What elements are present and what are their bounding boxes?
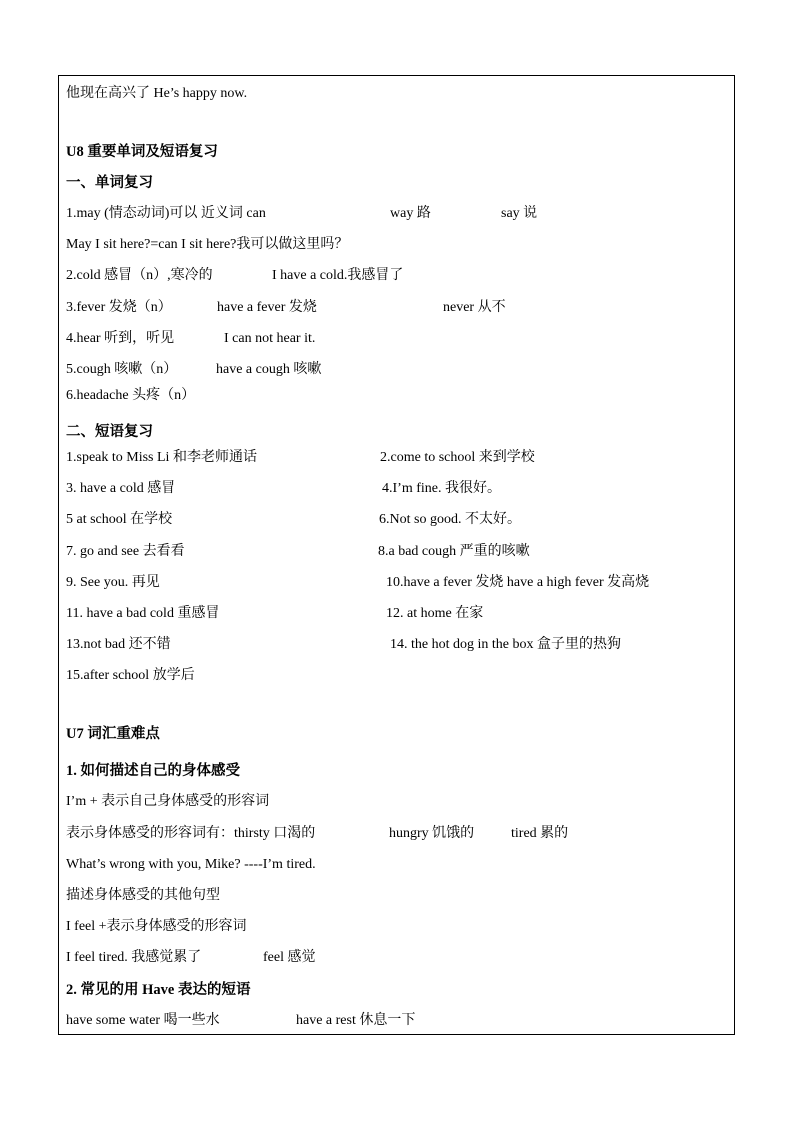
phrase-item-15: 15.after school 放学后 <box>66 668 195 683</box>
text-line: 表示身体感受的形容词有：thirsty 口渴的 <box>66 826 316 841</box>
text-line: I’m + 表示自己身体感受的形容词 <box>66 794 270 809</box>
point-heading-2: 2. 常见的用 Have 表达的短语 <box>66 982 251 998</box>
phrase-item-7: 7. go and see 去看看 <box>66 544 185 559</box>
phrase-item-4: 4.I’m fine. 我很好。 <box>382 481 501 496</box>
word-item-1-say: say 说 <box>501 206 538 221</box>
word-item-3-example: have a fever 发烧 <box>217 300 317 315</box>
word-item-2: 2.cold 感冒（n）,寒冷的 <box>66 268 213 283</box>
subheading-word-review: 一、单词复习 <box>66 175 153 191</box>
text-hungry: hungry 饥饿的 <box>389 826 475 841</box>
text-line: I feel tired. 我感觉累了 <box>66 950 202 965</box>
word-item-1-example: May I sit here?=can I sit here?我可以做这里吗？ <box>66 237 349 252</box>
text-line: I feel +表示身体感受的形容词 <box>66 919 247 934</box>
phrase-item-8: 8.a bad cough 严重的咳嗽 <box>378 544 530 559</box>
word-item-2-example: I have a cold.我感冒了 <box>272 268 404 283</box>
word-item-3: 3.fever 发烧（n） <box>66 300 172 315</box>
word-item-5-example: have a cough 咳嗽 <box>216 362 322 377</box>
phrase-item-1: 1.speak to Miss Li 和李老师通话 <box>66 450 257 465</box>
phrase-item-14: 14. the hot dog in the box 盒子里的热狗 <box>390 637 621 652</box>
phrase-item-3: 3. have a cold 感冒 <box>66 481 176 496</box>
section-heading-u7: U7 词汇重难点 <box>66 726 160 742</box>
phrase-item-10: 10.have a fever 发烧 have a high fever 发高烧 <box>386 575 650 590</box>
word-item-6: 6.headache 头疼（n） <box>66 388 196 403</box>
section-heading-u8: U8 重要单词及短语复习 <box>66 144 218 160</box>
phrase-item-9: 9. See you. 再见 <box>66 575 160 590</box>
subheading-phrase-review: 二、短语复习 <box>66 424 153 440</box>
text-have-a-rest: have a rest 休息一下 <box>296 1013 416 1028</box>
phrase-item-13: 13.not bad 还不错 <box>66 637 171 652</box>
word-item-5: 5.cough 咳嗽（n） <box>66 362 178 377</box>
word-item-4: 4.hear 听到，听见 <box>66 331 175 346</box>
text-line: 描述身体感受的其他句型 <box>66 888 220 903</box>
text-line: have some water 喝一些水 <box>66 1013 220 1028</box>
phrase-item-6: 6.Not so good. 不太好。 <box>379 512 521 527</box>
point-heading-1: 1. 如何描述自己的身体感受 <box>66 763 240 779</box>
text-feel: feel 感觉 <box>263 950 316 965</box>
word-item-1-way: way 路 <box>390 206 431 221</box>
phrase-item-12: 12. at home 在家 <box>386 606 484 621</box>
word-item-3-never: never 从不 <box>443 300 506 315</box>
word-item-4-example: I can not hear it. <box>224 331 316 346</box>
phrase-item-11: 11. have a bad cold 重感冒 <box>66 606 220 621</box>
text-line: 他现在高兴了 He’s happy now. <box>66 86 248 101</box>
phrase-item-2: 2.come to school 来到学校 <box>380 450 535 465</box>
word-item-1: 1.may (情态动词)可以 近义词 can <box>66 206 266 221</box>
text-line: What’s wrong with you, Mike? ----I’m tired. <box>66 857 316 872</box>
text-tired: tired 累的 <box>511 826 569 841</box>
phrase-item-5: 5 at school 在学校 <box>66 512 173 527</box>
